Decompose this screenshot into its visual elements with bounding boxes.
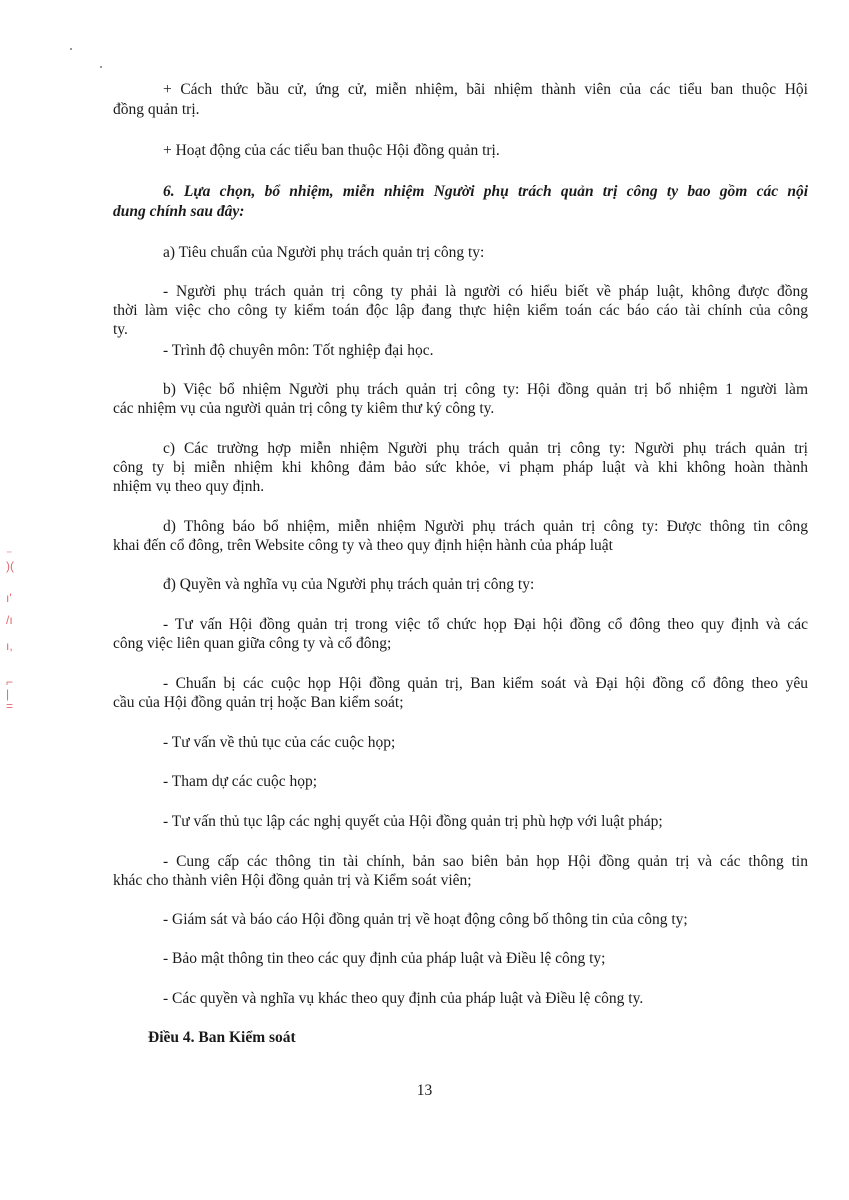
text-line: - Người phụ trách quản trị công ty phải là người có hiểu biết về pháp luật, không được đồng <box>163 283 808 300</box>
text-line: b) Việc bổ nhiệm Người phụ trách quản trị công ty: Hội đồng quản trị bổ nhiệm 1 người làm <box>163 381 808 398</box>
text-line: - Tư vấn Hội đồng quản trị trong việc tổ chức họp Đại hội đồng cổ đông theo quy định và các <box>163 616 808 633</box>
text-line: - Các quyền và nghĩa vụ khác theo quy định của pháp luật và Điều lệ công ty. <box>163 990 644 1007</box>
text-line: - Tư vấn thủ tục lập các nghị quyết của Hội đồng quản trị phù hợp với luật pháp; <box>163 813 663 830</box>
text-line: c) Các trường hợp miễn nhiệm Người phụ trách quản trị công ty: Người phụ trách quản trị <box>163 440 808 457</box>
red-stamp-fragment: ⁻ )( ı' /ı ı, ⌐ | = <box>6 547 14 713</box>
text-line: đ) Quyền và nghĩa vụ của Người phụ trách quản trị công ty: <box>163 576 535 593</box>
text-line: khai đến cổ đông, trên Website công ty và theo quy định hiện hành của pháp luật <box>113 537 613 554</box>
text-line: - Trình độ chuyên môn: Tốt nghiệp đại học. <box>163 342 434 359</box>
section-heading: 6. Lựa chọn, bổ nhiệm, miễn nhiệm Người phụ trách quản trị công ty bao gồm các nội <box>163 183 808 200</box>
text-line: - Giám sát và báo cáo Hội đồng quản trị về hoạt động công bố thông tin của công ty; <box>163 911 688 928</box>
text-line: - Cung cấp các thông tin tài chính, bản sao biên bản họp Hội đồng quản trị và các thông tin <box>163 853 808 870</box>
text-line: + Hoạt động của các tiểu ban thuộc Hội đồng quản trị. <box>163 142 500 159</box>
text-line: d) Thông báo bổ nhiệm, miễn nhiệm Người phụ trách quản trị công ty: Được thông tin công <box>163 518 808 535</box>
text-line: - Bảo mật thông tin theo các quy định của pháp luật và Điều lệ công ty; <box>163 950 606 967</box>
text-line: khác cho thành viên Hội đồng quản trị và Kiểm soát viên; <box>113 872 472 889</box>
text-line: thời làm việc cho công ty kiểm toán độc lập đang thực hiện kiểm toán các báo cáo tài chính của công <box>113 302 808 319</box>
text-line: + Cách thức bầu cử, ứng cử, miễn nhiệm, bãi nhiệm thành viên của các tiểu ban thuộc Hội <box>163 81 808 98</box>
scan-speck <box>100 66 102 68</box>
article-heading: Điều 4. Ban Kiểm soát <box>148 1029 296 1046</box>
text-line: - Tham dự các cuộc họp; <box>163 773 318 790</box>
page-number: 13 <box>416 1082 433 1099</box>
text-line: a) Tiêu chuẩn của Người phụ trách quản trị công ty: <box>163 244 485 261</box>
text-line: các nhiệm vụ của người quản trị công ty kiêm thư ký công ty. <box>113 400 495 417</box>
text-line: công việc liên quan giữa công ty và cổ đông; <box>113 635 392 652</box>
text-line: đồng quản trị. <box>113 101 200 118</box>
scan-speck <box>70 48 72 50</box>
text-line: - Tư vấn về thủ tục của các cuộc họp; <box>163 734 396 751</box>
text-line: nhiệm vụ theo quy định. <box>113 478 265 495</box>
section-heading: dung chính sau đây: <box>113 203 245 220</box>
text-line: ty. <box>113 321 128 338</box>
text-line: - Chuẩn bị các cuộc họp Hội đồng quản trị, Ban kiểm soát và Đại hội đồng cổ đông theo yêu <box>163 675 808 692</box>
text-line: cầu của Hội đồng quản trị hoặc Ban kiểm soát; <box>113 694 404 711</box>
text-line: công ty bị miễn nhiệm khi không đảm bảo sức khỏe, vi phạm pháp luật và khi không hoàn thành <box>113 459 808 476</box>
